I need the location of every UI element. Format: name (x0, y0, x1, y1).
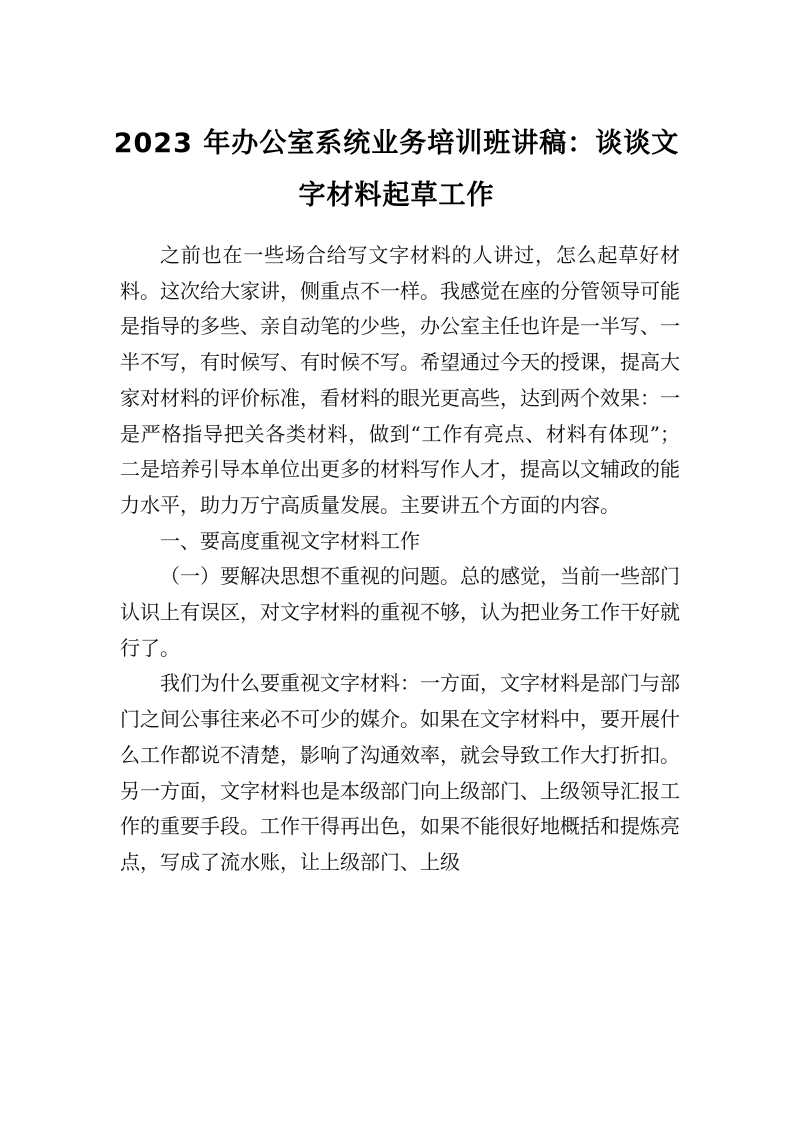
document-body (120, 238, 680, 881)
paragraph-intro: 之前也在一些场合给写文字材料的人讲过，怎么起草好材料。这次给大家讲，侧重点不一样。我感觉在座的分管领导可能是指导的多些、亲自动笔的少些，办公室主任也许是一半写、一半不写，有时候写、有时候不写。希望通过今天的授课，提高大家对材料的评价标准，看材料的眼光更高些，达到两个效果：一是严格指导把关各类材料，做到“工作有亮点、材料有体现”；二是培养引导本单位出更多的材料写作人才，提高以文辅政的能力水平，助力万宁高质量发展。主要讲五个方面的内容。 (120, 243, 680, 517)
paragraph-importance: 我们为什么要重视文字材料：一方面，文字材料是部门与部门之间公事往来必不可少的媒介。如果在文字材料中，要开展什么工作都说不清楚，影响了沟通效率，就会导致工作大打折扣。另一方面，文字材料也是本级部门向上级部门、上级领导汇报工作的重要手段。工作干得再出色，如果不能很好地概括和提炼亮点，写成了流水账，让上级部门、上级 (120, 671, 680, 874)
section-heading-1: 一、要高度重视文字材料工作 (160, 528, 420, 553)
document-title: 2023 年办公室系统业务培训班讲稿：谈谈文字材料起草工作 (113, 128, 680, 211)
subsection-heading-1: （一）要解决思想不重视的问题。总的感觉，当前一些部门认识上有误区，对文字材料的重视不够，认为把业务工作干好就行了。 (120, 564, 680, 660)
